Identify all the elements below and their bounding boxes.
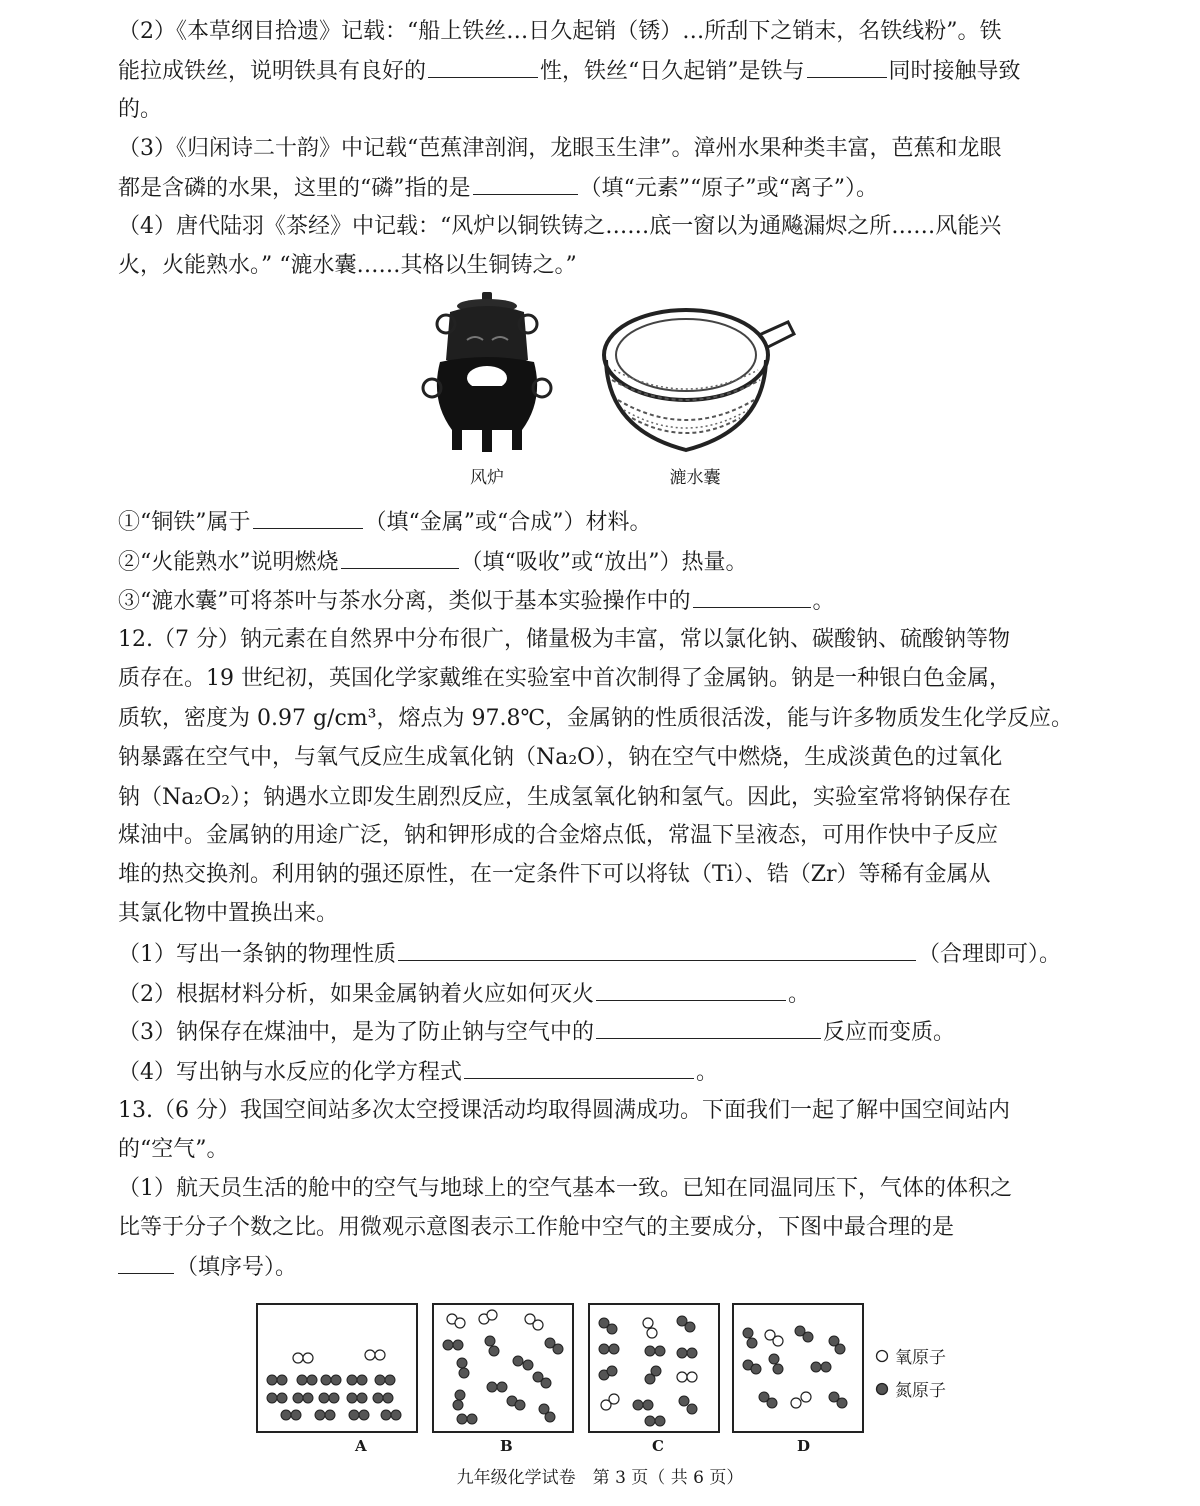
q11-p2-line3: 的。: [118, 97, 163, 122]
answer-blank[interactable]: [118, 1253, 174, 1274]
answer-blank[interactable]: [398, 940, 916, 961]
q12-ask4-text: 。: [696, 1060, 719, 1085]
page-footer: 九年级化学试卷 第 3 页（ 共 6 页）: [456, 1468, 744, 1488]
q12-line: 其氯化物中置换出来。: [118, 901, 339, 926]
answer-blank[interactable]: [428, 57, 538, 78]
q11-sub2: [118, 548, 1093, 577]
q12-ask2-text: （2）根据材料分析，如果金属钠着火应如何灭火: [118, 982, 594, 1007]
q11-p2-line1: （2）《本草纲目拾遗》记载：“船上铁丝…日久起销（锈）…所刮下之销末，名铁线粉”。铁: [118, 19, 1002, 44]
q11-p2-text: 性，铁丝“日久起销”是铁与: [540, 59, 805, 84]
diagram-panel-b: [432, 1303, 574, 1433]
nitrogen-atom-icon: [875, 1382, 889, 1396]
q11-p4-line2: 火，火能熟水。” “漉水囊……其格以生铜铸之。”: [118, 253, 577, 278]
q11-p4-line1: （4）唐代陆羽《茶经》中记载：“风炉以铜铁铸之……底一窗以为通飚漏烬之所……风能兴: [118, 214, 1002, 239]
answer-blank[interactable]: [596, 980, 786, 1001]
q11-sub1-text: ①“铜铁”属于: [118, 510, 251, 535]
wind-stove-image: [412, 290, 562, 460]
q12-ask1: [118, 940, 1093, 969]
q12-ask3-text: （3）钠保存在煤油中，是为了防止钠与空气中的: [118, 1020, 594, 1045]
q11-p3-line1: （3）《归闲诗二十韵》中记载“芭蕉津剖润，龙眼玉生津”。漳州水果种类丰富，芭蕉和龙眼: [118, 136, 1002, 161]
diagram-panel-c: [588, 1303, 720, 1433]
q11-sub3: [118, 587, 1093, 616]
oxygen-atom-icon: [875, 1349, 889, 1363]
answer-blank[interactable]: [341, 548, 459, 569]
q11-sub2-text: ②“火能熟水”说明燃烧: [118, 550, 339, 575]
filter-bag-image: [598, 300, 798, 460]
q11-p2-text: 能拉成铁丝，说明铁具有良好的: [118, 59, 427, 84]
answer-blank[interactable]: [464, 1058, 694, 1079]
panel-label-b: B: [500, 1437, 513, 1455]
q11-p3-line2: [118, 174, 1093, 203]
panel-label-c: C: [652, 1437, 664, 1455]
q11-p2-text: 同时接触导致: [888, 59, 1021, 84]
q12-ask2-text: 。: [788, 982, 811, 1007]
q12-ask4-text: （4）写出钠与水反应的化学方程式: [118, 1060, 462, 1085]
q13-line: 比等于分子个数之比。用微观示意图表示工作舱中空气的主要成分，下图中最合理的是: [118, 1215, 955, 1240]
q11-sub3-text: ③“漉水囊”可将茶叶与茶水分离，类似于基本实验操作中的: [118, 589, 691, 614]
answer-blank[interactable]: [473, 174, 578, 195]
q12-line: 煤油中。金属钠的用途广泛，钠和钾形成的合金熔点低，常温下呈液态，可用作快中子反应: [118, 823, 999, 848]
q12-ask1-text: （合理即可）。: [918, 942, 1062, 967]
wind-stove-caption: 风炉: [470, 468, 504, 488]
q12-ask2: [118, 980, 1093, 1009]
q12-ask4: [118, 1058, 1093, 1087]
diagram-panel-a: [256, 1303, 418, 1433]
answer-blank[interactable]: [253, 508, 363, 529]
answer-blank[interactable]: [596, 1018, 821, 1039]
answer-blank[interactable]: [807, 57, 887, 78]
legend-oxygen-label: 氧原子: [895, 1348, 946, 1368]
legend-nitrogen: [875, 1376, 946, 1401]
q12-ask1-text: （1）写出一条钠的物理性质: [118, 942, 396, 967]
q13-line: 的“空气”。: [118, 1137, 229, 1162]
legend-nitrogen-label: 氮原子: [895, 1381, 946, 1401]
q12-line: 钠（Na₂O₂）；钠遇水立即发生剧烈反应，生成氢氧化钠和氢气。因此，实验室常将钠保存在: [118, 785, 1012, 810]
diagram-panel-d: [732, 1303, 864, 1433]
q11-p2-line2: [118, 57, 1093, 86]
q11-sub1: [118, 508, 1093, 537]
answer-blank[interactable]: [693, 587, 811, 608]
q12-line: 12.（7 分）钠元素在自然界中分布很广，储量极为丰富，常以氯化钠、碳酸钠、硫酸钠等物: [118, 627, 1010, 652]
q11-p3-text: 都是含磷的水果，这里的“磷”指的是: [118, 176, 471, 201]
q11-sub2-text: （填“吸收”或“放出”）热量。: [460, 550, 748, 575]
filter-bag-caption: 漉水囊: [669, 468, 721, 488]
panel-label-a: A: [355, 1437, 367, 1455]
q12-ask3-text: 反应而变质。: [823, 1020, 956, 1045]
q12-line: 质存在。19 世纪初，英国化学家戴维在实验室中首次制得了金属钠。钠是一种银白色金属，: [118, 666, 1011, 691]
q11-p3-text: （填“元素”“原子”或“离子”）。: [579, 176, 878, 201]
q13-line: （1）航天员生活的舱中的空气与地球上的空气基本一致。已知在同温同压下，气体的体积之: [118, 1176, 1013, 1201]
q13-line: 13.（6 分）我国空间站多次太空授课活动均取得圆满成功。下面我们一起了解中国空间站内: [118, 1098, 1010, 1123]
q12-line: 钠暴露在空气中，与氧气反应生成氧化钠（Na₂O），钠在空气中燃烧，生成淡黄色的过氧化: [118, 745, 1003, 770]
q13-line5: [118, 1253, 1093, 1282]
panel-label-d: D: [797, 1437, 811, 1455]
q12-line: 堆的热交换剂。利用钠的强还原性，在一定条件下可以将钛（Ti）、锆（Zr）等稀有金属从: [118, 862, 991, 887]
q13-line5-text: （填序号）。: [176, 1255, 298, 1280]
q12-line: 质软，密度为 0.97 g/cm³，熔点为 97.8℃，金属钠的性质很活泼，能与许多物质发生化学反应。: [118, 706, 1074, 731]
legend-oxygen: [875, 1343, 946, 1368]
q11-sub3-text: 。: [812, 589, 835, 614]
q11-sub1-text: （填“金属”或“合成”）材料。: [364, 510, 652, 535]
q12-ask3: [118, 1018, 1093, 1047]
